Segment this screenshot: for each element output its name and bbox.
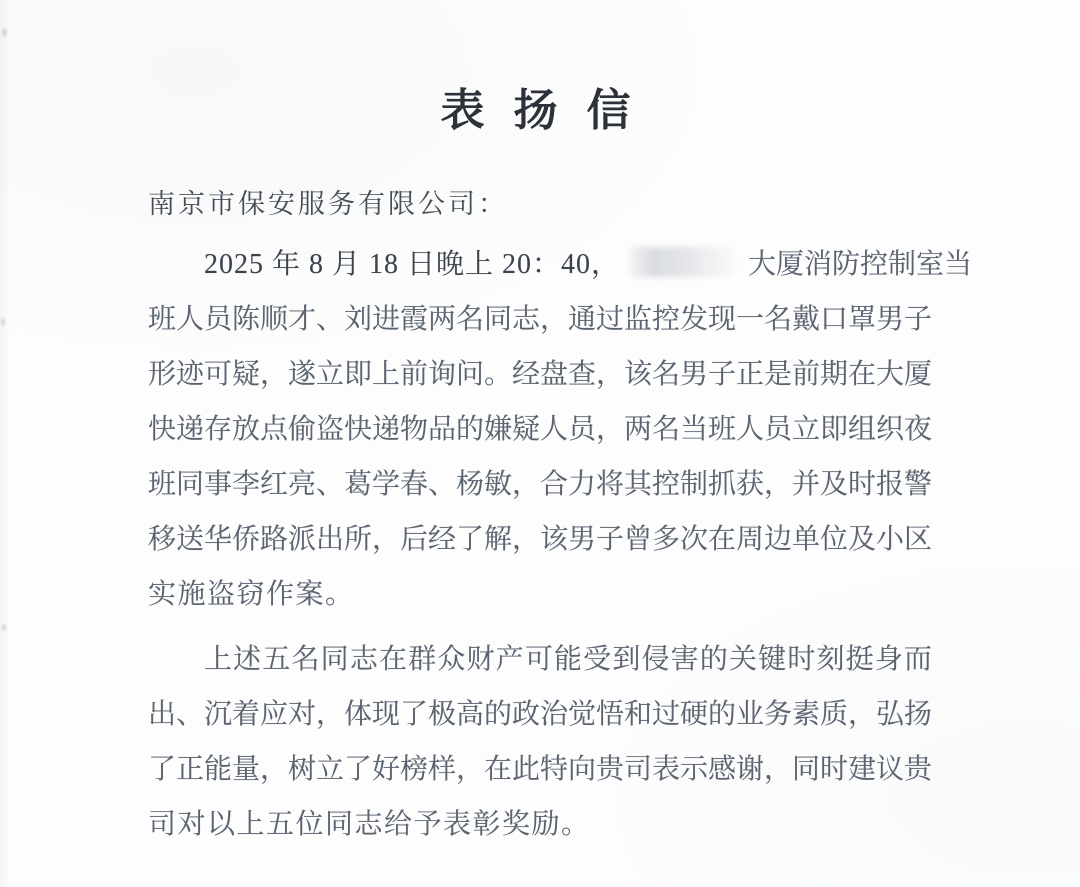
scan-speck [2,624,6,631]
scan-speck [1,318,5,326]
text-line: 班人员陈顺才、刘进霞两名同志，通过监控发现一名戴口罩男子 [148,304,933,335]
redacted-building-name-blur [630,247,734,277]
text-line: 出、沉着应对，体现了极高的政治觉悟和过硬的业务素质，弘扬 [148,699,933,730]
text-line-date [148,237,973,292]
salutation: 南京市保安服务有限公司： [148,189,508,219]
text-line: 实施盗窃作案。 [148,579,355,610]
incident-datetime: 2025 年 8 月 18 日晚上 20：40， [204,249,621,280]
text-line: 班同事李红亮、葛学春、杨敏，合力将其控制抓获，并及时报警 [148,469,933,500]
incident-location: 大厦消防控制室当 [748,249,973,280]
letter-title: 表 扬 信 [440,86,640,135]
letter-body [148,237,973,852]
text-line: 司对以上五位同志给予表彰奖励。 [148,809,591,840]
text-line: 了正能量，树立了好榜样，在此特向贵司表示感谢，同时建议贵 [148,754,933,785]
paragraph-commendation [148,632,932,852]
text-line: 上述五名同志在群众财产可能受到侵害的关键时刻挺身而 [204,644,932,675]
text-line: 移送华侨路派出所，后经了解，该男子曾多次在周边单位及小区 [148,524,933,555]
text-line: 形迹可疑，遂立即上前询问。经盘查，该名男子正是前期在大厦 [148,359,933,390]
paragraph-incident [148,237,973,622]
text-line: 快递存放点偷盗快递物品的嫌疑人员，两名当班人员立即组织夜 [148,414,933,445]
scan-speck [2,28,7,37]
